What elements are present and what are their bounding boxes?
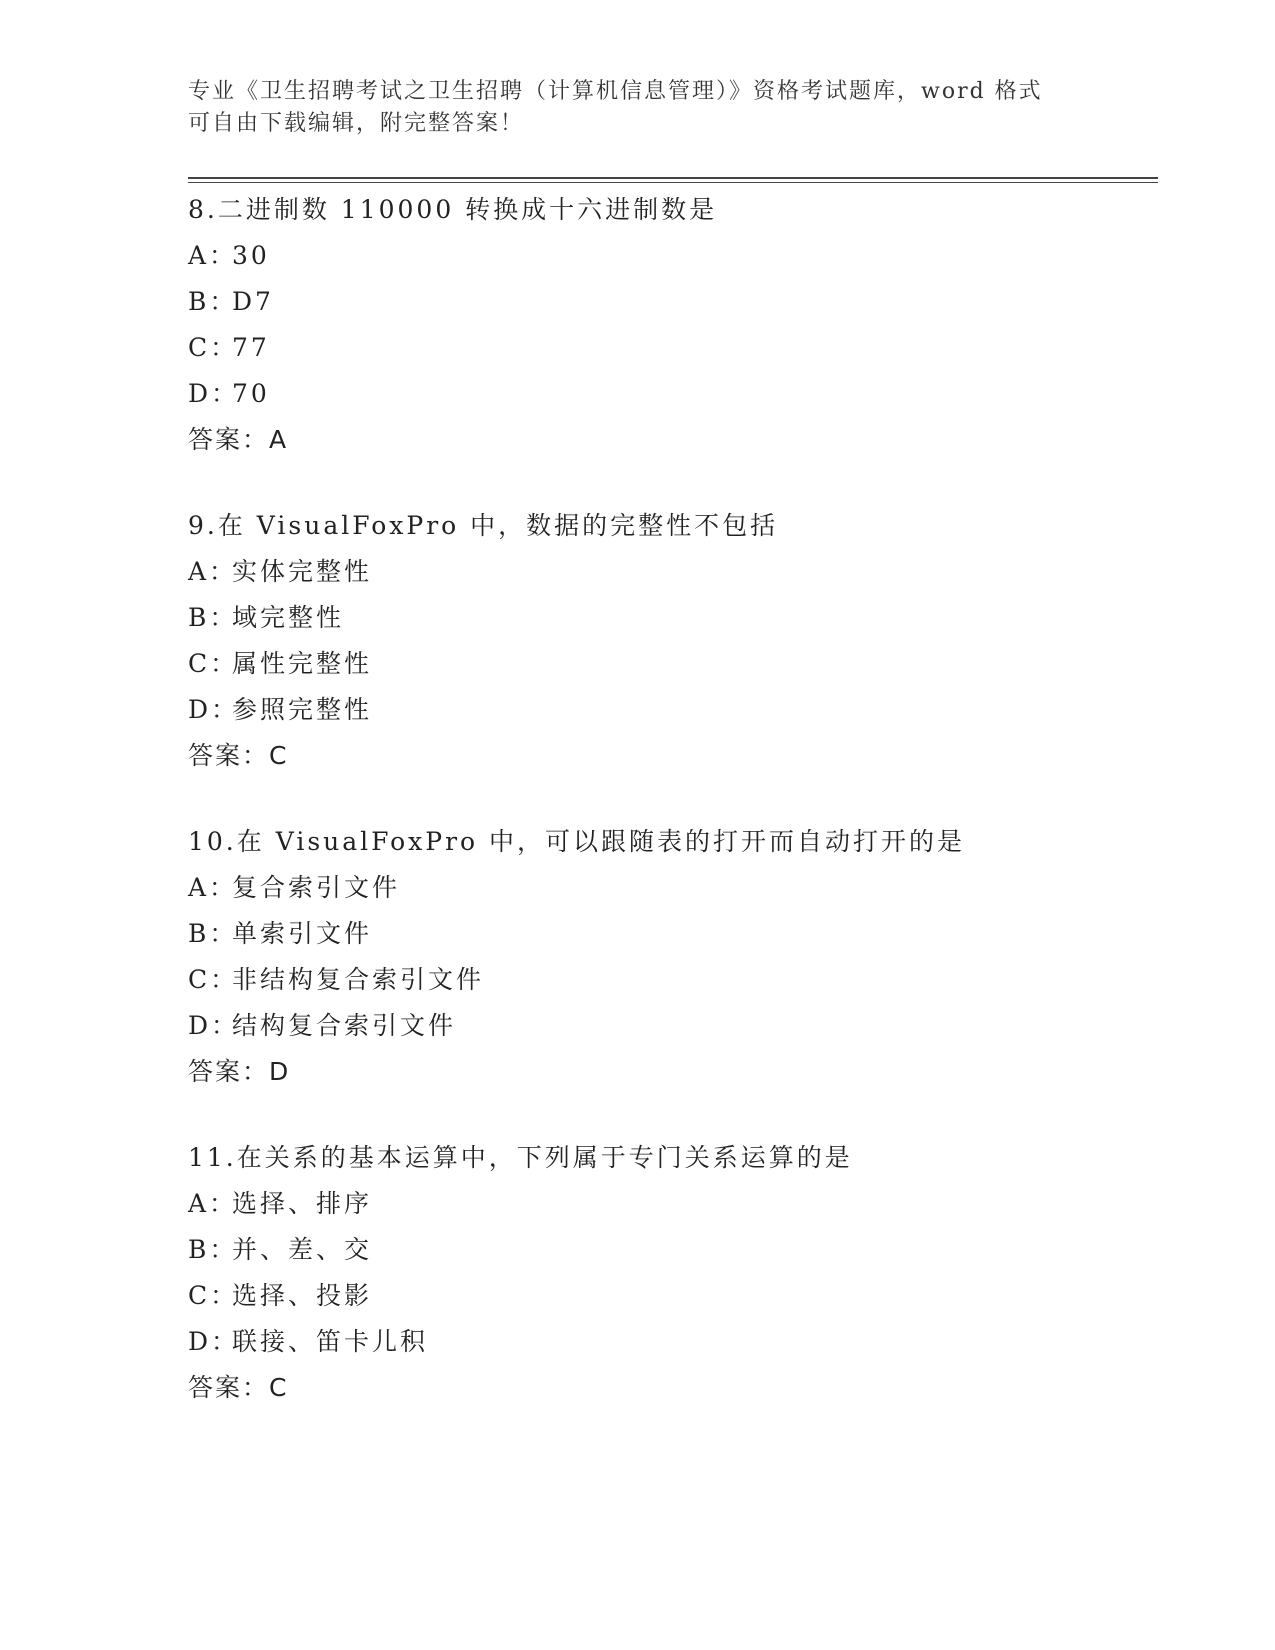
option-text: D7 <box>232 287 274 316</box>
option-text: 选择、投影 <box>232 1281 373 1310</box>
option-c <box>188 325 1168 371</box>
option-d <box>188 1319 1168 1365</box>
question-stem: 10.在 VisualFoxPro 中，可以跟随表的打开而自动打开的是 <box>188 827 966 856</box>
option-a <box>188 549 1168 595</box>
option-text: 联接、笛卡儿积 <box>232 1327 429 1356</box>
option-letter: D： <box>188 1011 240 1040</box>
option-letter: C： <box>188 333 239 362</box>
option-text: 选择、排序 <box>232 1189 373 1218</box>
option-a <box>188 865 1168 911</box>
answer-value: A <box>269 425 288 454</box>
option-a <box>188 1181 1168 1227</box>
option-text: 属性完整性 <box>232 649 373 678</box>
option-text: 参照完整性 <box>232 695 373 724</box>
answer-label: 答案： <box>188 741 270 770</box>
answer-value: C <box>269 1373 288 1402</box>
option-text: 77 <box>232 333 270 362</box>
option-d <box>188 1003 1168 1049</box>
answer-line <box>188 417 1168 463</box>
answer-value: C <box>269 741 288 770</box>
answer-label: 答案： <box>188 1057 270 1086</box>
question-stem: 9.在 VisualFoxPro 中，数据的完整性不包括 <box>188 511 779 540</box>
option-letter: D： <box>188 1327 240 1356</box>
option-letter: A： <box>188 241 238 270</box>
question-stem: 8.二进制数 110000 转换成十六进制数是 <box>188 195 718 224</box>
option-letter: B： <box>188 287 238 316</box>
question-block <box>188 187 1168 463</box>
option-b <box>188 911 1168 957</box>
question-block <box>188 1135 1168 1411</box>
option-c <box>188 1273 1168 1319</box>
option-d <box>188 687 1168 733</box>
option-text: 实体完整性 <box>232 557 373 586</box>
answer-line <box>188 1049 1168 1095</box>
option-text: 域完整性 <box>232 603 345 632</box>
option-text: 复合索引文件 <box>232 873 401 902</box>
option-letter: D： <box>188 695 240 724</box>
question-stem: 11.在关系的基本运算中，下列属于专门关系运算的是 <box>188 1143 853 1172</box>
option-text: 结构复合索引文件 <box>232 1011 457 1040</box>
option-b <box>188 279 1168 325</box>
option-letter: A： <box>188 557 238 586</box>
option-text: 非结构复合索引文件 <box>232 965 485 994</box>
option-letter: B： <box>188 919 238 948</box>
option-letter: A： <box>188 1189 238 1218</box>
answer-line <box>188 733 1168 779</box>
question-block <box>188 819 1168 1095</box>
option-text: 单索引文件 <box>232 919 373 948</box>
answer-line <box>188 1365 1168 1411</box>
header-line-2: 可自由下载编辑，附完整答案！ <box>188 111 525 136</box>
answer-label: 答案： <box>188 425 270 454</box>
header-divider-bottom <box>188 182 1158 183</box>
option-letter: C： <box>188 649 239 678</box>
option-text: 30 <box>232 241 270 270</box>
option-b <box>188 1227 1168 1273</box>
option-c <box>188 641 1168 687</box>
option-letter: C： <box>188 1281 239 1310</box>
answer-label: 答案： <box>188 1373 270 1402</box>
option-d <box>188 371 1168 417</box>
option-letter: B： <box>188 1235 238 1264</box>
option-c <box>188 957 1168 1003</box>
option-b <box>188 595 1168 641</box>
option-letter: C： <box>188 965 239 994</box>
document-header <box>188 76 1088 140</box>
option-letter: D： <box>188 379 240 408</box>
question-block <box>188 503 1168 779</box>
header-divider-top <box>188 177 1158 179</box>
option-a <box>188 233 1168 279</box>
header-line-1: 专业《卫生招聘考试之卫生招聘（计算机信息管理）》资格考试题库，word 格式 <box>188 79 1043 104</box>
answer-value: D <box>269 1057 290 1086</box>
option-letter: A： <box>188 873 238 902</box>
option-text: 70 <box>232 379 270 408</box>
option-letter: B： <box>188 603 238 632</box>
option-text: 并、差、交 <box>232 1235 373 1264</box>
